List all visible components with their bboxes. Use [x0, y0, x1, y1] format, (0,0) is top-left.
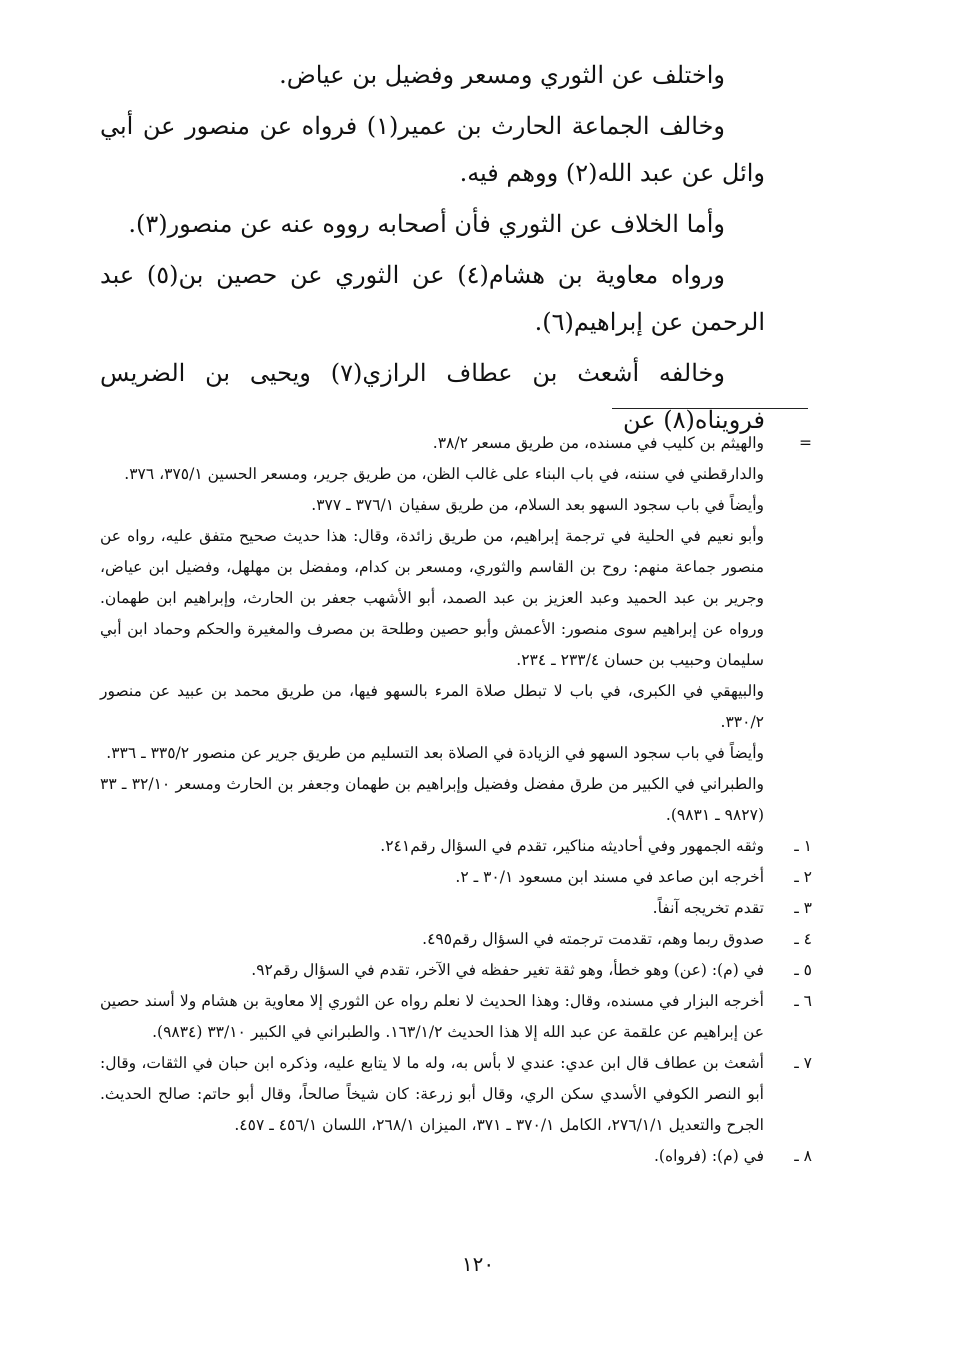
continuation-marker: =	[799, 434, 812, 452]
footnote-text: أخرجه ابن صاعد في مسند ابن مسعود ٣٠/١ ـ ٢.	[455, 868, 764, 886]
footnote-4	[100, 924, 812, 955]
main-paragraph: وأما الخلاف عن الثوري فأن أصحابه رووه عنه عن منصور(٣).	[128, 210, 725, 238]
footnote-number: ٤ ـ	[794, 930, 812, 948]
continued-footnote-line: وأيضاً في باب سجود السهو في الزيادة في الصلاة بعد التسليم من طريق جرير عن منصور ٣٣٥/٢ ـ ٣٣٦.	[106, 744, 764, 762]
main-paragraph: وخالف الجماعة الحارث بن عمير(١) فرواه عن منصور عن أبي وائل عن عبد الله(٢) ووهم فيه.	[100, 112, 765, 187]
footnote-6	[100, 986, 812, 1048]
footnote-5	[100, 955, 812, 986]
footnote-separator	[612, 408, 808, 409]
main-paragraph: وخالفه أشعث بن عطاف الرازي(٧) ويحيى بن الضريس فرويناه(٨) عن	[100, 359, 765, 434]
footnotes-area	[100, 428, 812, 1172]
footnote-number: ٨ ـ	[794, 1147, 812, 1165]
footnote-8	[100, 1141, 812, 1172]
footnote-number: ١ ـ	[794, 837, 812, 855]
continued-footnote	[100, 428, 812, 831]
continued-footnote-line: والبيهقي في الكبرى، في باب لا تبطل صلاة المرء بالسهو فيها، من طريق محمد بن عبيد عن منصور ٣٣٠/٢.	[100, 682, 764, 731]
footnote-text: في (م): (فرواه).	[654, 1147, 764, 1165]
footnote-1	[100, 831, 812, 862]
footnote-text: أخرجه البزار في مسنده، وقال: وهذا الحديث لا نعلم رواه عن الثوري إلا معاوية بن هشام ولا أسند حصين عن إبراهيم عن علقمة عن عبد الله إلا هذا الحديث ١٦٣/١/٢. والطبراني في الكبير ٣٣/١٠ (٩٨٣٤).	[100, 992, 764, 1041]
footnote-text: صدوق ربما وهم، تقدمت ترجمته في السؤال رقم٤٩٥.	[422, 930, 764, 948]
footnote-number: ٧ ـ	[794, 1054, 812, 1072]
footnote-number: ٣ ـ	[794, 899, 812, 917]
continued-footnote-line: وأيضاً في باب سجود السهو بعد السلام، من طريق سفيان ٣٧٦/١ ـ ٣٧٧.	[311, 496, 764, 514]
footnote-text: وثقه الجمهور وفي أحاديثه مناكير، تقدم في السؤال رقم٢٤١.	[380, 837, 764, 855]
footnote-7	[100, 1048, 812, 1141]
continued-footnote-line: والهيثم بن كليب في مسنده، من طريق مسعر ٣٨/٢.	[432, 434, 764, 452]
main-paragraph: واختلف عن الثوري ومسعر وفضيل بن عياض.	[279, 61, 725, 89]
footnote-number: ٢ ـ	[794, 868, 812, 886]
footnote-2	[100, 862, 812, 893]
footnote-text: تقدم تخريجه آنفاً.	[652, 899, 764, 917]
footnote-text: أشعث بن عطاف قال ابن عدي: عندي لا بأس به، وله ما لا يتابع عليه، وذكره ابن حبان في الثقات، وقال: أبو النصر الكوفي الأسدي سكن الري، وقال أبو زرعة: كان شيخاً صالحاً، وقال أبو حاتم: صالح الحديث. الجرح والتعديل ٢٧٦/١/١، الكامل ٣٧٠/١ ـ ٣٧١، الميزان ٢٦٨/١، اللسان ٤٥٦/١ ـ ٤٥٧.	[100, 1054, 764, 1134]
main-paragraph: ورواه معاوية بن هشام(٤) عن الثوري عن حصين بن(٥) عبد الرحمن عن إبراهيم(٦).	[100, 261, 765, 336]
footnote-3	[100, 893, 812, 924]
continued-footnote-line: والدارقطني في سننه، في باب البناء على غالب الظن، من طريق جرير، ومسعر الحسين ٣٧٥/١، ٣٧٦.	[124, 465, 764, 483]
continued-footnote-line: والطبراني في الكبير من طرق مفضل وفضيل وإبراهيم بن طهمان وجعفر بن الحارث ومسعر ٣٢/١٠ ـ ٣٣ (٩٨٢٧ ـ ٩٨٣١).	[100, 775, 764, 824]
footnote-number: ٦ ـ	[794, 992, 812, 1010]
continued-footnote-line: وأبو نعيم في الحلية في ترجمة إبراهيم، من طريق زائدة، وقال: هذا حديث صحيح متفق عليه، رواه عن منصور جماعة منهم: روح بن القاسم والثوري، ومسعر بن كدام، ومفضل بن مهلهل، وفضيل ابن عياض، وجرير بن عبد الحميد وعبد العزيز بن عبد الصمد، أبو الأشهب جعفر بن الحارث، وإبراهيم ابن طهمان. ورواه عن إبراهيم سوى منصور: الأعمش وأبو حصين وطلحة بن مصرف والمغيرة والحكم وحماد ابن أبي سليمان وحبيب بن حسان ٢٣٣/٤ ـ ٢٣٤.	[100, 527, 764, 669]
footnote-text: في (م): (عن) وهو خطأ، وهو ثقة تغير حفظه في الآخر، تقدم في السؤال رقم٩٢.	[251, 961, 764, 979]
page-number: ١٢٠	[461, 1252, 495, 1276]
footnote-number: ٥ ـ	[794, 961, 812, 979]
main-text	[100, 52, 765, 448]
